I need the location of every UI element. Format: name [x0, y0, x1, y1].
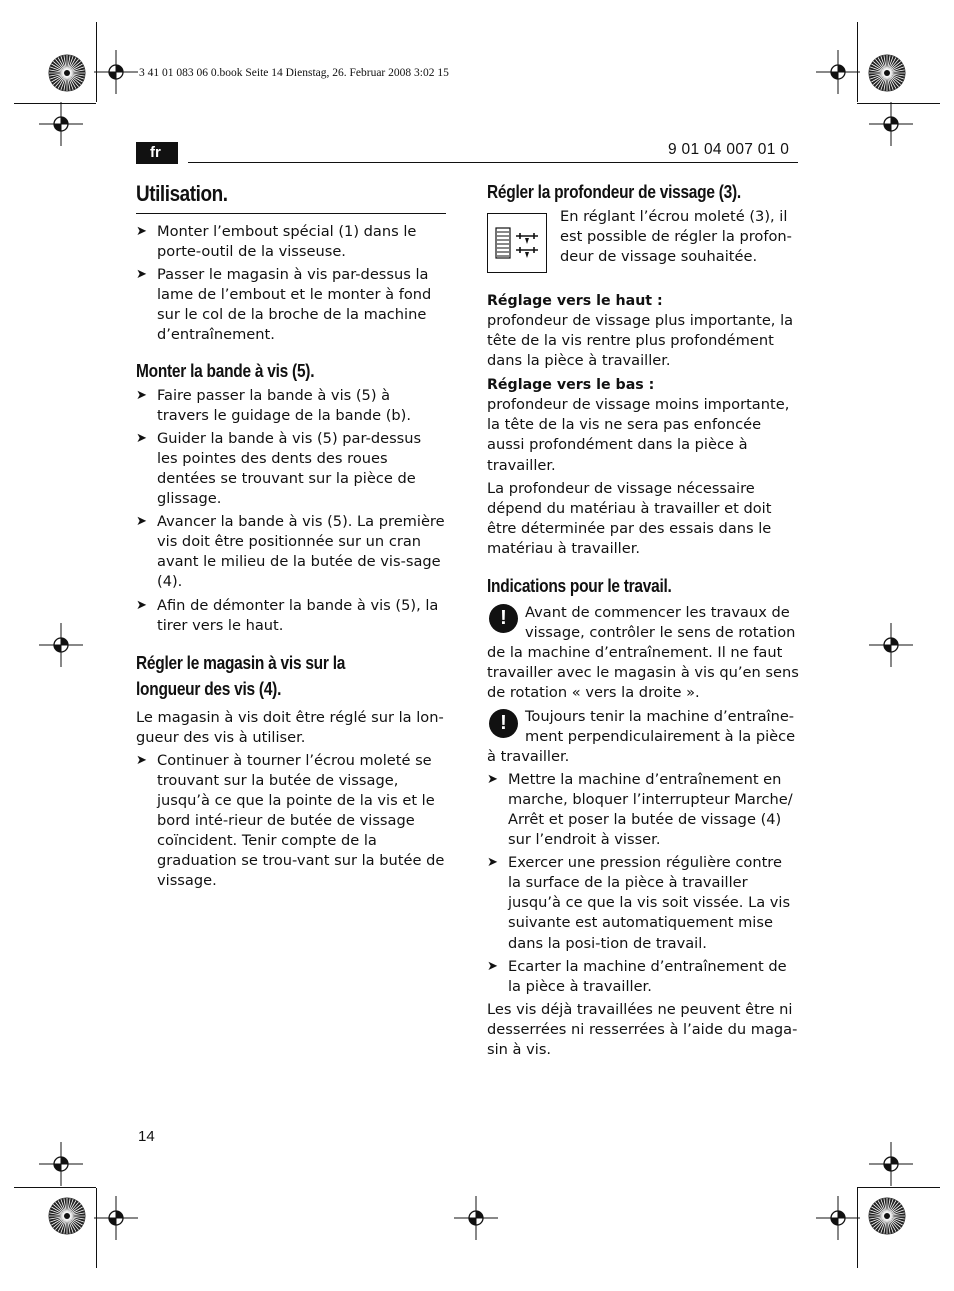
depth-intro: [487, 207, 799, 281]
trim-line: [857, 22, 858, 102]
section-heading-line: longueur des vis (4).: [136, 678, 282, 699]
document-number: 9 01 04 007 01 0: [668, 141, 790, 158]
registration-rosette-icon: [48, 54, 86, 92]
list-item: ➤ Guider la bande à vis (5) par-dessus les pointes des dents des roues dentées se trouvant sur la pièce de glissage.: [136, 429, 422, 508]
trim-line: [857, 1188, 858, 1268]
exclamation-icon: !: [489, 604, 518, 633]
arrow-icon: ➤: [136, 267, 147, 283]
registration-mark-icon: [816, 1196, 860, 1240]
trim-line: [14, 103, 96, 104]
trim-line: [857, 1187, 940, 1188]
left-column: [136, 181, 446, 895]
section-heading-line: Régler le magasin à vis sur la: [136, 652, 346, 673]
right-column: [487, 181, 799, 1060]
registration-mark-icon: [39, 102, 83, 146]
paragraph: La profondeur de vissage nécessaire dépend du matériau à travailler et doit être déterminée par des essais dans le matériau à travailler.: [487, 479, 772, 557]
registration-mark-icon: [869, 1142, 913, 1186]
registration-mark-icon: [94, 1196, 138, 1240]
list-item: ➤ Faire passer la bande à vis (5) à travers le guidage de la bande (b).: [136, 386, 411, 424]
section-heading: Indications pour le travail.: [487, 576, 672, 597]
exclamation-icon: !: [489, 709, 518, 738]
intro-list: [136, 222, 446, 346]
paragraph: Toujours tenir la machine d’entraîne-ment perpendiculairement à la pièce à travailler.: [487, 707, 796, 765]
list-item: ➤ Continuer à tourner l’écrou moleté se trouvant sur la butée de vissage, jusqu’à ce que la pointe de la vis et le bord inté-rieur de butée de vissage coïncident. Tenir compte de la graduation se trou-vant sur la butée de vissage.: [136, 751, 445, 890]
arrow-icon: ➤: [487, 855, 498, 871]
paragraph: profondeur de vissage plus importante, la tête de la vis rentre plus profondément dans la pièce à travailler.: [487, 312, 794, 370]
list-item: ➤ Monter l’embout spécial (1) dans le porte-outil de la visseuse.: [136, 223, 417, 261]
arrow-icon: ➤: [136, 224, 147, 239]
arrow-icon: ➤: [136, 752, 147, 768]
work-list: [487, 770, 799, 997]
arrow-icon: ➤: [136, 387, 147, 403]
list-item: ➤ Afin de démonter la bande à vis (5), la tirer vers le haut.: [136, 596, 439, 634]
registration-mark-icon: [869, 623, 913, 667]
arrow-icon: ➤: [136, 430, 147, 446]
screw-depth-adjust-icon: [487, 213, 547, 273]
trim-line: [14, 1187, 96, 1188]
trim-line: [96, 1188, 97, 1268]
warning-note: [487, 707, 799, 767]
arrow-icon: ➤: [487, 958, 498, 974]
section-heading: Monter la bande à vis (5).: [136, 360, 315, 381]
registration-mark-icon: [869, 102, 913, 146]
list-item: ➤ Passer le magasin à vis par-dessus la lame de l’embout et le monter à fond sur le col de la broche de la machine d’entraînement.: [136, 266, 432, 344]
paragraph: profondeur de vissage moins importante, la tête de la vis ne sera pas enfoncée aussi profondément dans la pièce à travailler.: [487, 396, 790, 474]
arrow-icon: ➤: [136, 597, 147, 613]
title-rule: [136, 213, 446, 214]
arrow-icon: ➤: [136, 514, 147, 530]
warning-note: [487, 603, 799, 703]
registration-mark-icon: [39, 623, 83, 667]
trim-line: [857, 103, 940, 104]
section-heading: [136, 652, 446, 700]
registration-rosette-icon: [868, 1197, 906, 1235]
paragraph: En réglant l’écrou moleté (3), il est possible de régler la profon-deur de vissage souhaitée.: [560, 208, 792, 266]
subheading: Réglage vers le haut :: [487, 293, 663, 309]
trim-line: [96, 22, 97, 102]
header-rule: [188, 162, 798, 163]
paragraph: Le magasin à vis doit être réglé sur la lon-gueur des vis à utiliser.: [136, 708, 444, 746]
registration-mark-icon: [816, 50, 860, 94]
section1-list: [136, 386, 446, 636]
registration-mark-icon: [39, 1142, 83, 1186]
section-title: Utilisation.: [136, 181, 228, 206]
registration-mark-icon: [454, 1196, 498, 1240]
list-item: ➤ Avancer la bande à vis (5). La première vis doit être positionnée sur un cran avant le milieu de la butée de vis-sage (4).: [136, 513, 445, 591]
list-item: ➤ Mettre la machine d’entraînement en marche, bloquer l’interrupteur Marche/ Arrêt et poser la butée de vissage (4) sur l’endroit à visser.: [487, 770, 793, 849]
print-info: 3 41 01 083 06 0.book Seite 14 Dienstag, 26. Februar 2008 3:02 15: [139, 67, 449, 79]
registration-mark-icon: [94, 50, 138, 94]
list-item: ➤ Exercer une pression régulière contre la surface de la pièce à travailler jusqu’à ce que la vis soit vissée. La vis suivante est automatiquement mise dans la posi-tion de travail.: [487, 854, 791, 952]
registration-rosette-icon: [868, 54, 906, 92]
list-item: ➤ Ecarter la machine d’entraînement de la pièce à travailler.: [487, 957, 787, 995]
language-badge: fr: [136, 142, 178, 164]
page-number: 14: [138, 1128, 155, 1145]
paragraph: Avant de commencer les travaux de vissage, contrôler le sens de rotation de la machine d’entraînement. Il ne faut travailler avec le magasin à vis qu’en sens de rotation « vers la droite ».: [487, 604, 799, 702]
section-heading: Régler la profondeur de vissage (3).: [487, 182, 741, 202]
arrow-icon: ➤: [487, 771, 498, 787]
paragraph: Les vis déjà travaillées ne peuvent être ni desserrées ni resserrées à l’aide du maga-sin à vis.: [487, 1000, 798, 1058]
section2-list: [136, 751, 446, 892]
registration-rosette-icon: [48, 1197, 86, 1235]
subheading: Réglage vers le bas :: [487, 377, 655, 394]
